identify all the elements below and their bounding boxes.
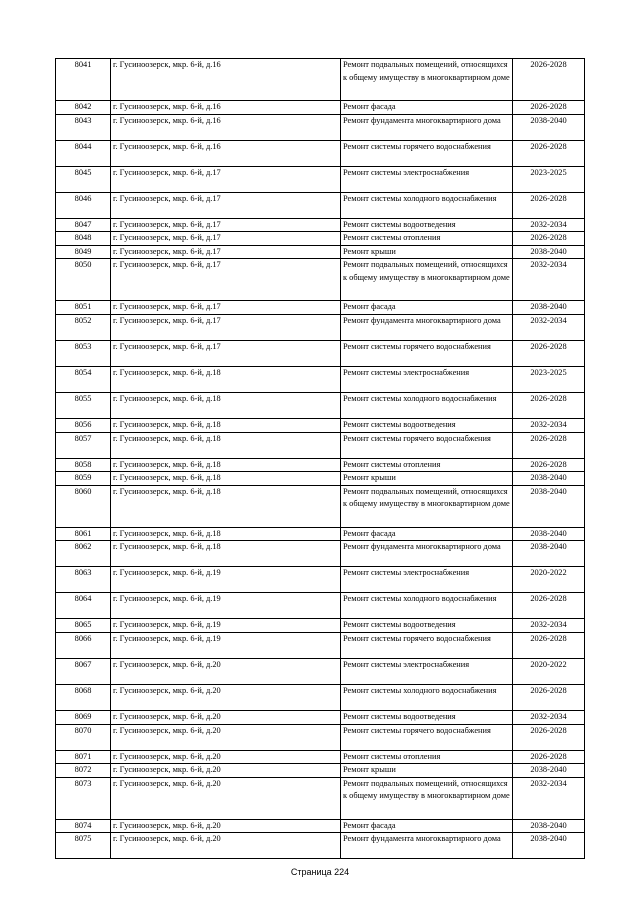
- row-number: 8053: [56, 340, 111, 366]
- table-row: [56, 366, 585, 392]
- row-period: 2026-2028: [513, 684, 585, 710]
- table-row: [56, 684, 585, 710]
- table-row: [56, 472, 585, 486]
- row-work-type: Ремонт системы водоотведения: [341, 619, 513, 633]
- row-address: г. Гусиноозерск, мкр. 6-й, д.17: [111, 218, 341, 232]
- row-work-type: Ремонт подвальных помещений, относящихся к общему имуществу в многоквартирном доме: [341, 259, 513, 301]
- row-number: 8059: [56, 472, 111, 486]
- row-address: г. Гусиноозерск, мкр. 6-й, д.18: [111, 541, 341, 567]
- row-number: 8042: [56, 101, 111, 115]
- row-address: г. Гусиноозерск, мкр. 6-й, д.17: [111, 259, 341, 301]
- table-row: [56, 192, 585, 218]
- row-work-type: Ремонт фундамента многоквартирного дома: [341, 114, 513, 140]
- table-row: [56, 114, 585, 140]
- row-work-type: Ремонт крыши: [341, 764, 513, 778]
- row-period: 2038-2040: [513, 485, 585, 527]
- row-work-type: Ремонт системы отопления: [341, 458, 513, 472]
- row-address: г. Гусиноозерск, мкр. 6-й, д.16: [111, 59, 341, 101]
- row-period: 2032-2034: [513, 710, 585, 724]
- row-number: 8058: [56, 458, 111, 472]
- row-period: 2038-2040: [513, 541, 585, 567]
- row-number: 8056: [56, 418, 111, 432]
- row-period: 2023-2025: [513, 366, 585, 392]
- table-row: [56, 833, 585, 859]
- row-address: г. Гусиноозерск, мкр. 6-й, д.17: [111, 301, 341, 315]
- row-work-type: Ремонт фасада: [341, 819, 513, 833]
- row-number: 8071: [56, 750, 111, 764]
- row-period: 2026-2028: [513, 593, 585, 619]
- row-number: 8045: [56, 166, 111, 192]
- row-address: г. Гусиноозерск, мкр. 6-й, д.20: [111, 658, 341, 684]
- row-address: г. Гусиноозерск, мкр. 6-й, д.20: [111, 833, 341, 859]
- row-period: 2023-2025: [513, 166, 585, 192]
- row-address: г. Гусиноозерск, мкр. 6-й, д.20: [111, 750, 341, 764]
- row-number: 8063: [56, 567, 111, 593]
- row-number: 8052: [56, 314, 111, 340]
- row-period: 2038-2040: [513, 301, 585, 315]
- table-row: [56, 218, 585, 232]
- row-period: 2026-2028: [513, 140, 585, 166]
- row-work-type: Ремонт системы электроснабжения: [341, 166, 513, 192]
- row-address: г. Гусиноозерск, мкр. 6-й, д.17: [111, 245, 341, 259]
- row-period: 2038-2040: [513, 245, 585, 259]
- row-number: 8051: [56, 301, 111, 315]
- table-row: [56, 485, 585, 527]
- row-period: 2038-2040: [513, 114, 585, 140]
- row-number: 8067: [56, 658, 111, 684]
- row-number: 8050: [56, 259, 111, 301]
- row-number: 8057: [56, 432, 111, 458]
- row-period: 2032-2034: [513, 314, 585, 340]
- table-row: [56, 166, 585, 192]
- row-period: 2032-2034: [513, 218, 585, 232]
- row-number: 8072: [56, 764, 111, 778]
- table-row: [56, 418, 585, 432]
- row-work-type: Ремонт фасада: [341, 527, 513, 541]
- row-work-type: Ремонт системы электроснабжения: [341, 366, 513, 392]
- row-number: 8055: [56, 392, 111, 418]
- row-work-type: Ремонт подвальных помещений, относящихся к общему имуществу в многоквартирном доме: [341, 777, 513, 819]
- row-work-type: Ремонт фундамента многоквартирного дома: [341, 833, 513, 859]
- row-period: 2026-2028: [513, 101, 585, 115]
- table-row: [56, 340, 585, 366]
- row-period: 2026-2028: [513, 458, 585, 472]
- row-period: 2038-2040: [513, 764, 585, 778]
- row-number: 8043: [56, 114, 111, 140]
- row-work-type: Ремонт системы горячего водоснабжения: [341, 432, 513, 458]
- row-work-type: Ремонт системы холодного водоснабжения: [341, 392, 513, 418]
- row-address: г. Гусиноозерск, мкр. 6-й, д.19: [111, 567, 341, 593]
- row-work-type: Ремонт фасада: [341, 101, 513, 115]
- row-address: г. Гусиноозерск, мкр. 6-й, д.17: [111, 232, 341, 246]
- table-row: [56, 710, 585, 724]
- row-address: г. Гусиноозерск, мкр. 6-й, д.19: [111, 593, 341, 619]
- repair-schedule-table: [55, 58, 585, 859]
- row-number: 8068: [56, 684, 111, 710]
- row-address: г. Гусиноозерск, мкр. 6-й, д.17: [111, 340, 341, 366]
- row-address: г. Гусиноозерск, мкр. 6-й, д.18: [111, 472, 341, 486]
- row-number: 8066: [56, 632, 111, 658]
- table-row: [56, 541, 585, 567]
- row-address: г. Гусиноозерск, мкр. 6-й, д.18: [111, 458, 341, 472]
- row-address: г. Гусиноозерск, мкр. 6-й, д.20: [111, 684, 341, 710]
- row-address: г. Гусиноозерск, мкр. 6-й, д.18: [111, 527, 341, 541]
- row-number: 8075: [56, 833, 111, 859]
- row-period: 2020-2022: [513, 658, 585, 684]
- row-period: 2038-2040: [513, 527, 585, 541]
- row-period: 2026-2028: [513, 632, 585, 658]
- row-number: 8062: [56, 541, 111, 567]
- row-work-type: Ремонт системы водоотведения: [341, 218, 513, 232]
- row-address: г. Гусиноозерск, мкр. 6-й, д.16: [111, 114, 341, 140]
- row-address: г. Гусиноозерск, мкр. 6-й, д.16: [111, 101, 341, 115]
- row-number: 8064: [56, 593, 111, 619]
- row-work-type: Ремонт системы холодного водоснабжения: [341, 684, 513, 710]
- table-row: [56, 593, 585, 619]
- row-address: г. Гусиноозерск, мкр. 6-й, д.17: [111, 166, 341, 192]
- row-number: 8054: [56, 366, 111, 392]
- table-row: [56, 458, 585, 472]
- table-row: [56, 724, 585, 750]
- row-address: г. Гусиноозерск, мкр. 6-й, д.18: [111, 432, 341, 458]
- row-address: г. Гусиноозерск, мкр. 6-й, д.20: [111, 819, 341, 833]
- row-number: 8047: [56, 218, 111, 232]
- table-row: [56, 245, 585, 259]
- row-number: 8041: [56, 59, 111, 101]
- row-address: г. Гусиноозерск, мкр. 6-й, д.20: [111, 764, 341, 778]
- row-work-type: Ремонт крыши: [341, 472, 513, 486]
- row-period: 2032-2034: [513, 418, 585, 432]
- row-period: 2038-2040: [513, 833, 585, 859]
- table-row: [56, 750, 585, 764]
- table-row: [56, 819, 585, 833]
- row-number: 8074: [56, 819, 111, 833]
- row-work-type: Ремонт системы холодного водоснабжения: [341, 192, 513, 218]
- row-work-type: Ремонт подвальных помещений, относящихся к общему имуществу в многоквартирном доме: [341, 59, 513, 101]
- row-period: 2026-2028: [513, 392, 585, 418]
- row-address: г. Гусиноозерск, мкр. 6-й, д.17: [111, 192, 341, 218]
- row-address: г. Гусиноозерск, мкр. 6-й, д.18: [111, 366, 341, 392]
- table-row: [56, 432, 585, 458]
- row-number: 8061: [56, 527, 111, 541]
- table-row: [56, 567, 585, 593]
- row-number: 8070: [56, 724, 111, 750]
- row-number: 8044: [56, 140, 111, 166]
- row-address: г. Гусиноозерск, мкр. 6-й, д.20: [111, 710, 341, 724]
- table-row: [56, 392, 585, 418]
- table-row: [56, 101, 585, 115]
- row-period: 2032-2034: [513, 777, 585, 819]
- row-period: 2026-2028: [513, 340, 585, 366]
- row-period: 2032-2034: [513, 619, 585, 633]
- row-period: 2038-2040: [513, 472, 585, 486]
- row-period: 2020-2022: [513, 567, 585, 593]
- row-work-type: Ремонт фундамента многоквартирного дома: [341, 314, 513, 340]
- row-number: 8048: [56, 232, 111, 246]
- page-number: Страница 224: [290, 867, 350, 877]
- row-period: 2026-2028: [513, 192, 585, 218]
- table-row: [56, 301, 585, 315]
- row-number: 8049: [56, 245, 111, 259]
- row-period: 2026-2028: [513, 59, 585, 101]
- row-work-type: Ремонт системы горячего водоснабжения: [341, 724, 513, 750]
- table-row: [56, 259, 585, 301]
- row-number: 8065: [56, 619, 111, 633]
- row-address: г. Гусиноозерск, мкр. 6-й, д.19: [111, 632, 341, 658]
- row-address: г. Гусиноозерск, мкр. 6-й, д.18: [111, 392, 341, 418]
- row-address: г. Гусиноозерск, мкр. 6-й, д.17: [111, 314, 341, 340]
- row-number: 8069: [56, 710, 111, 724]
- row-work-type: Ремонт фундамента многоквартирного дома: [341, 541, 513, 567]
- table-row: [56, 764, 585, 778]
- table-row: [56, 527, 585, 541]
- table-row: [56, 632, 585, 658]
- row-work-type: Ремонт крыши: [341, 245, 513, 259]
- row-address: г. Гусиноозерск, мкр. 6-й, д.18: [111, 418, 341, 432]
- table-row: [56, 777, 585, 819]
- table-row: [56, 59, 585, 101]
- table-row: [56, 140, 585, 166]
- table-row: [56, 314, 585, 340]
- row-period: 2032-2034: [513, 259, 585, 301]
- row-work-type: Ремонт системы электроснабжения: [341, 658, 513, 684]
- table-body: [56, 59, 585, 859]
- row-address: г. Гусиноозерск, мкр. 6-й, д.18: [111, 485, 341, 527]
- row-work-type: Ремонт подвальных помещений, относящихся к общему имуществу в многоквартирном доме: [341, 485, 513, 527]
- row-period: 2026-2028: [513, 724, 585, 750]
- row-work-type: Ремонт системы отопления: [341, 750, 513, 764]
- row-work-type: Ремонт фасада: [341, 301, 513, 315]
- row-number: 8046: [56, 192, 111, 218]
- row-work-type: Ремонт системы электроснабжения: [341, 567, 513, 593]
- row-address: г. Гусиноозерск, мкр. 6-й, д.20: [111, 724, 341, 750]
- table-row: [56, 232, 585, 246]
- row-period: 2038-2040: [513, 819, 585, 833]
- table-row: [56, 619, 585, 633]
- row-work-type: Ремонт системы отопления: [341, 232, 513, 246]
- row-number: 8073: [56, 777, 111, 819]
- row-address: г. Гусиноозерск, мкр. 6-й, д.19: [111, 619, 341, 633]
- row-period: 2026-2028: [513, 432, 585, 458]
- row-work-type: Ремонт системы водоотведения: [341, 710, 513, 724]
- row-period: 2026-2028: [513, 232, 585, 246]
- row-work-type: Ремонт системы холодного водоснабжения: [341, 593, 513, 619]
- row-number: 8060: [56, 485, 111, 527]
- row-address: г. Гусиноозерск, мкр. 6-й, д.16: [111, 140, 341, 166]
- row-work-type: Ремонт системы горячего водоснабжения: [341, 340, 513, 366]
- row-work-type: Ремонт системы горячего водоснабжения: [341, 140, 513, 166]
- row-period: 2026-2028: [513, 750, 585, 764]
- row-work-type: Ремонт системы горячего водоснабжения: [341, 632, 513, 658]
- row-work-type: Ремонт системы водоотведения: [341, 418, 513, 432]
- table-row: [56, 658, 585, 684]
- row-address: г. Гусиноозерск, мкр. 6-й, д.20: [111, 777, 341, 819]
